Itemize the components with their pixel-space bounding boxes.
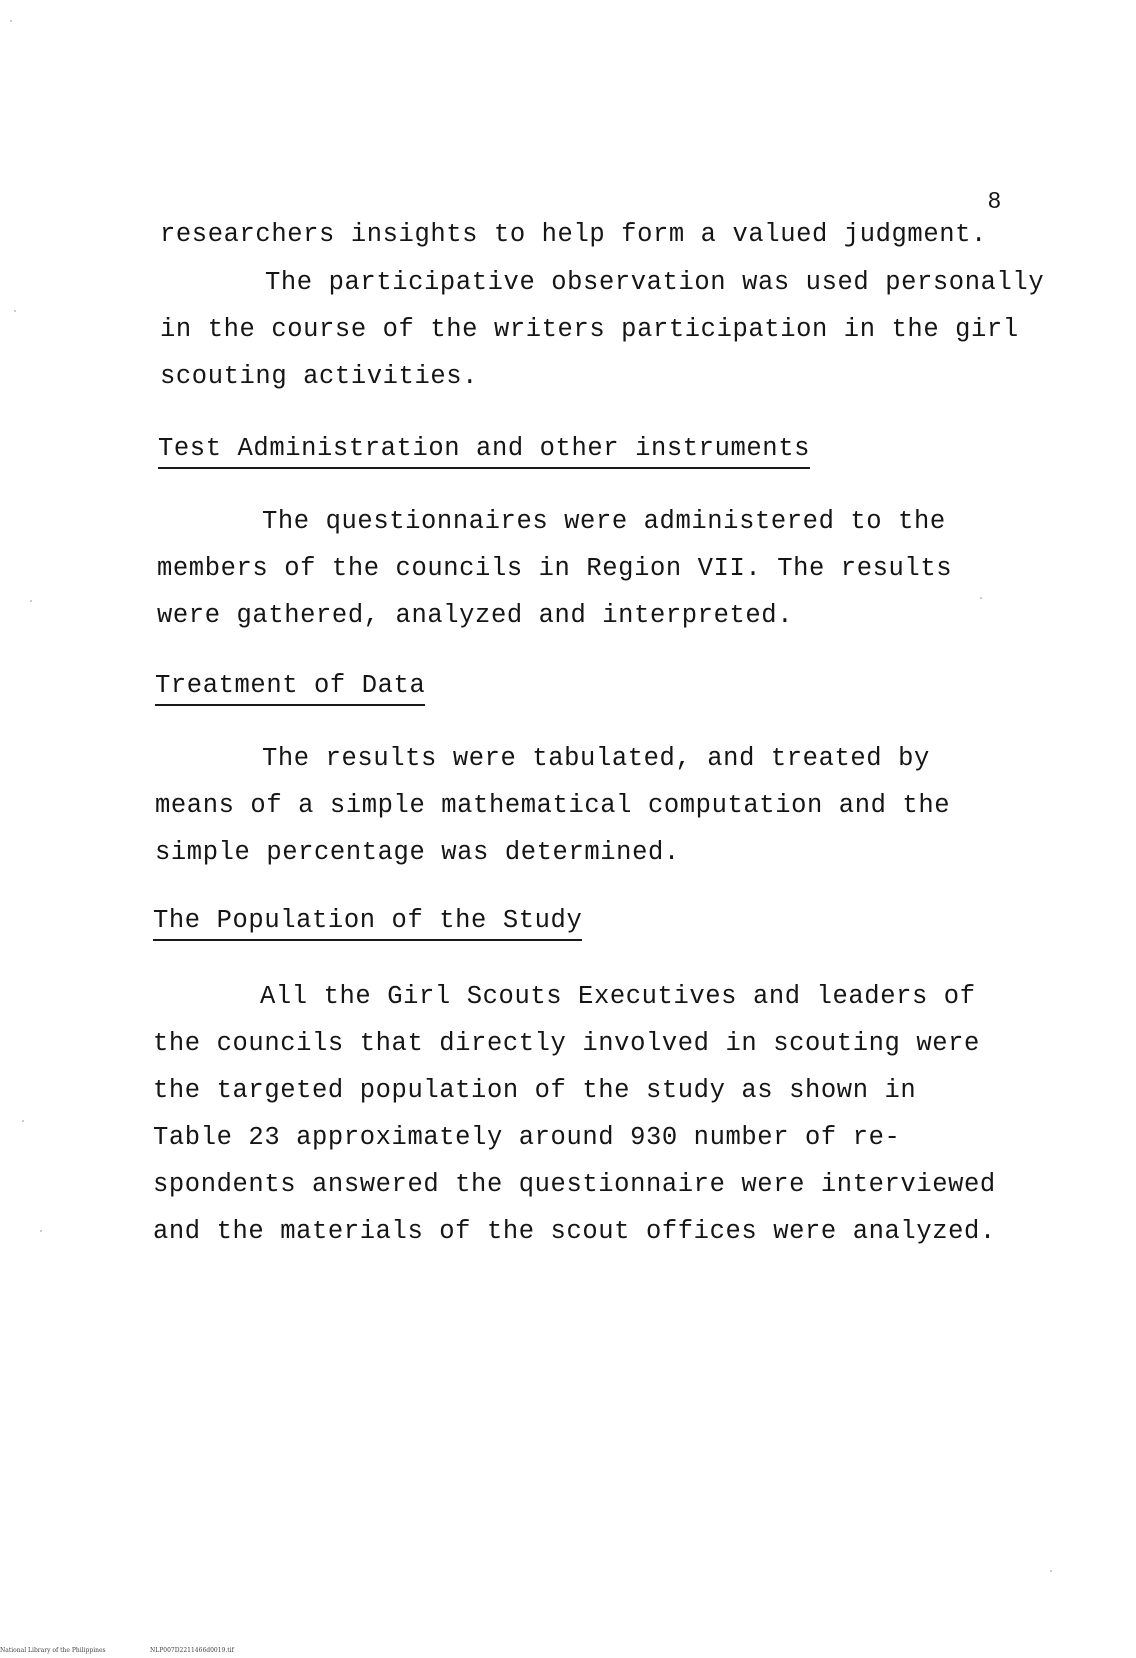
body-line: the targeted population of the study as shown in bbox=[153, 1076, 917, 1105]
scan-speck bbox=[22, 1120, 24, 1122]
scan-speck bbox=[40, 1230, 42, 1232]
body-line: spondents answered the questionnaire were interviewed bbox=[153, 1170, 996, 1199]
body-line: means of a simple mathematical computation and the bbox=[155, 791, 951, 820]
body-line: in the course of the writers participation in the girl bbox=[160, 315, 1019, 344]
body-line: The questionnaires were administered to the bbox=[262, 507, 946, 536]
body-line: Table 23 approximately around 930 number of re- bbox=[153, 1123, 901, 1152]
scan-speck bbox=[14, 310, 16, 312]
body-line: The participative observation was used personally bbox=[265, 268, 1045, 297]
section-heading: The Population of the Study bbox=[153, 906, 582, 941]
footer-library-label: National Library of the Philippines bbox=[0, 1647, 106, 1654]
body-line: All the Girl Scouts Executives and leaders of bbox=[260, 982, 976, 1011]
body-line: simple percentage was determined. bbox=[155, 838, 680, 867]
body-line: The results were tabulated, and treated by bbox=[262, 744, 930, 773]
footer-file-label: NLP007D2211466d0019.tif bbox=[150, 1647, 234, 1654]
body-line: the councils that directly involved in scouting were bbox=[153, 1029, 980, 1058]
body-line: scouting activities. bbox=[160, 362, 479, 391]
body-line: and the materials of the scout offices were analyzed. bbox=[153, 1217, 996, 1246]
scan-speck bbox=[980, 597, 982, 599]
scan-speck bbox=[30, 600, 32, 602]
body-line: members of the councils in Region VII. The results bbox=[157, 554, 953, 583]
body-line: researchers insights to help form a valued judgment. bbox=[160, 220, 987, 249]
body-line: were gathered, analyzed and interpreted. bbox=[157, 601, 794, 630]
section-heading: Test Administration and other instruments bbox=[158, 434, 810, 469]
section-heading: Treatment of Data bbox=[155, 671, 425, 706]
scan-speck bbox=[1050, 1570, 1052, 1572]
page-number: 8 bbox=[988, 187, 1001, 213]
scan-speck bbox=[10, 20, 12, 22]
